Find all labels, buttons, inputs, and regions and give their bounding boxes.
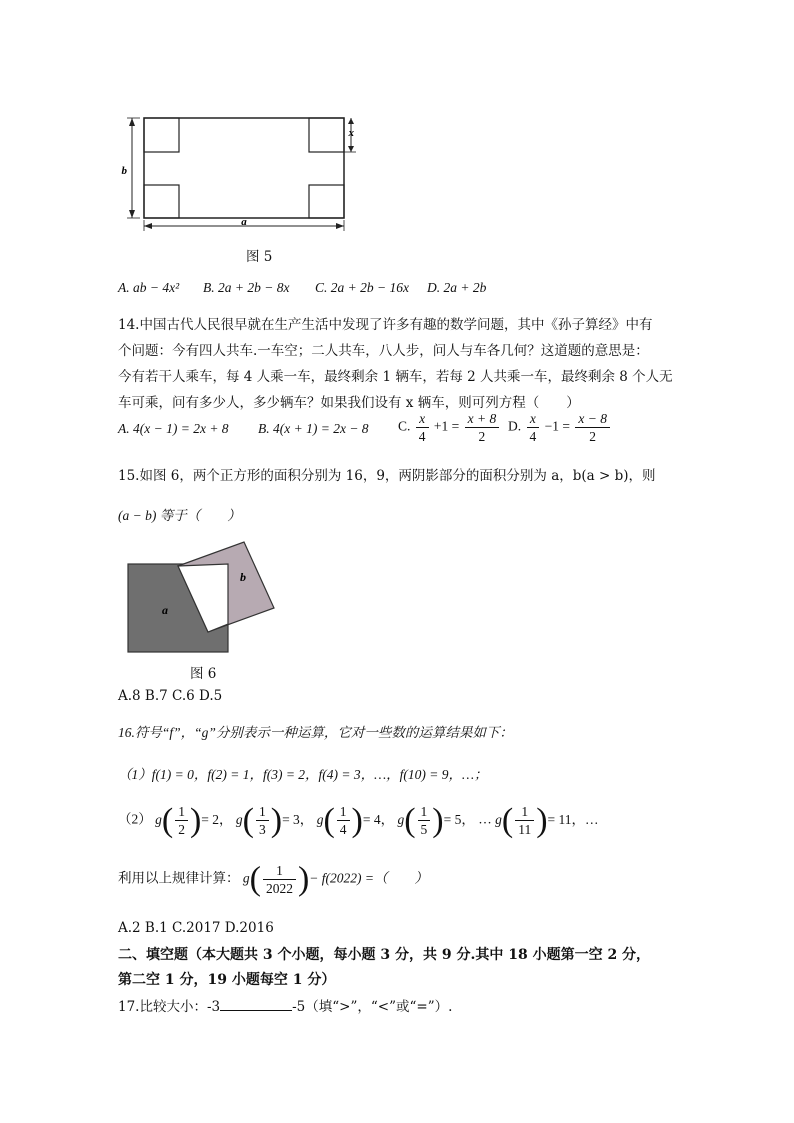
q16-item-3: g( $\frac{1}{4}$ )= 4， xyxy=(316,801,395,839)
q16-line-1: 16.符号“f”，“g”分别表示一种运算，它对一些数的运算结果如下： xyxy=(118,725,513,740)
q17-answer-blank[interactable] xyxy=(220,997,292,1011)
section-2-heading-line-2: 第二空 1 分，19 小题每空 1 分） xyxy=(118,972,336,988)
fig5-corner-bottom-left xyxy=(144,185,179,218)
q15-line-1: 15.如图 6，两个正方形的面积分别为 16，9，两阴影部分的面积分别为 a，b(a > b)，则 xyxy=(118,468,656,484)
fig6-caption: 图 6 xyxy=(190,666,217,682)
q15-line-2: (a − b) 等于（ ） xyxy=(118,508,241,523)
fig6-label-a: a xyxy=(162,603,168,617)
q16-item-4: g( $\frac{1}{5}$ )= 5， xyxy=(397,801,475,839)
fig5-label-a: a xyxy=(241,216,247,228)
q16-item-5: g( $\frac{1}{11}$ )= 11，… xyxy=(495,801,599,839)
section-2-heading-line-1: 二、填空题（本大题共 3 个小题，每小题 3 分，共 9 分.其中 18 小题第一空 2 分， xyxy=(118,947,651,963)
q13-option-b: B. 2a + 2b − 8x xyxy=(203,280,290,295)
q14-line-4: 车可乘，问有多少人，多少辆车？如果我们设有 x 辆车，则可列方程（ ） xyxy=(118,395,580,411)
fig5-label-x: x xyxy=(348,127,354,139)
q14-line-3: 今有若干人乘车，每 4 人乘一车，最终剩余 1 辆车，若每 2 人共乘一车，最终剩余 8 个人无 xyxy=(118,369,673,385)
q16-row-2: （2） g( $\frac{1}{2}$ )= 2， g( $\frac{1}{3}$ )= 3， g( $\frac{1}{4}$ )= 4， g( $\frac{1}{5}$ )= 5， … g( $\frac{1}{11}$ )= 11，… xyxy=(118,801,599,839)
q13-option-d: D. 2a + 2b xyxy=(427,280,487,295)
q14-option-a: A. 4(x − 1) = 2x + 8 xyxy=(118,421,229,436)
fig6-label-b: b xyxy=(240,570,246,584)
figure-6 xyxy=(126,538,278,656)
fig5-corner-top-right xyxy=(309,118,344,152)
q13-option-a: A. ab − 4x² xyxy=(118,280,180,295)
fig5-corner-bottom-right xyxy=(309,185,344,218)
q17: 17.比较大小：-3 -5（填“>”，“<”或“=”）. xyxy=(118,999,453,1015)
q14-option-c: C. $\frac{x}{4}$ +1 = $\frac{x + 8}{2}$ xyxy=(398,410,501,445)
q14-option-b: B. 4(x + 1) = 2x − 8 xyxy=(258,421,369,436)
fig5-corner-top-left xyxy=(144,118,179,152)
fig5-caption: 图 5 xyxy=(246,249,273,265)
fig5-rectangle xyxy=(144,118,344,218)
fig5-label-b: b xyxy=(121,165,127,177)
q14-option-d: D. $\frac{x}{4}$ −1 = $\frac{x - 8}{2}$ xyxy=(508,410,612,445)
q16-row-1: （1）f(1) = 0，f(2) = 1，f(3) = 2，f(4) = 3，…，f(10) = 9，…； xyxy=(118,767,488,782)
figure-5 xyxy=(118,110,358,235)
q16-item-2: g( $\frac{1}{3}$ )= 3， xyxy=(235,801,314,839)
q14-line-1: 14.中国古代人民很早就在生产生活中发现了许多有趣的数学问题，其中《孙子算经》中有 xyxy=(118,317,653,333)
q13-option-c: C. 2a + 2b − 16x xyxy=(315,280,409,295)
q16-calc: 利用以上规律计算： g( $\frac{1}{2022}$ )− f(2022) =（ ） xyxy=(118,860,428,898)
q15-options: A.8 B.7 C.6 D.5 xyxy=(118,688,223,704)
q16-options: A.2 B.1 C.2017 D.2016 xyxy=(118,920,274,936)
q14-line-2: 个问题：今有四人共车.一车空；二人共车，八人步，问人与车各几何？这道题的意思是： xyxy=(118,343,649,359)
q16-item-1: g( $\frac{1}{2}$ )= 2， xyxy=(155,801,233,839)
